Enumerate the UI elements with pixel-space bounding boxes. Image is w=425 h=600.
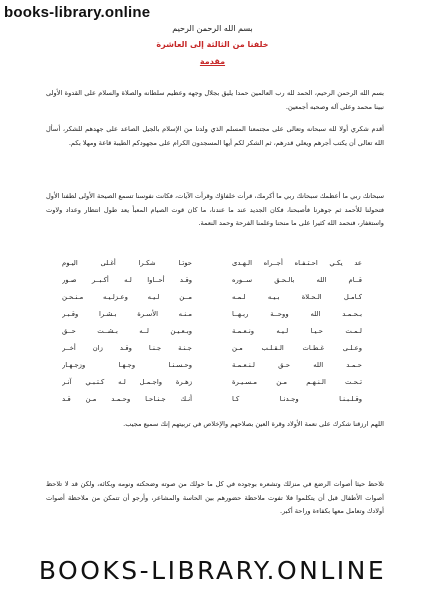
poem-verse — [62, 289, 362, 306]
poem-hemistich-right: عد يكـي احـتـفـاه أجــراه الـهـدى — [232, 259, 362, 267]
poem-verse — [62, 272, 362, 289]
poem-hemistich-left: أنـك جـنـاحـا وحـمـد مـن قـد — [62, 395, 192, 403]
paragraph-opening: بسم الله الرحمن الرحيم، الحمد لله رب العالمين حمدا يليق بجلال وجهه وعظيم سلطانه والصلاة والسلام على القدوة الأولى نبينا محمد وعلى آله وصحبه أجمعين. — [46, 89, 384, 111]
poem-hemistich-left: وقـد أحــاوا لـه أكـبــر صـور — [62, 276, 192, 284]
poem-hemistich-right: تـحـت الـنـهـم مـن مـسـيـرة — [232, 378, 362, 386]
poem-hemistich-right: لـمـت حـيـا لـيـه ونـعـمـة — [232, 327, 362, 335]
poem-verse — [62, 306, 362, 323]
poem-hemistich-left: مــن لـيـه وعـزلـيـه مـنـحـن — [62, 293, 192, 301]
closing-prayer: اللهم ارزقنا شكرك على نعمة الأولاد وقرة العين بصلاحهم والإخلاص في تربيتهم إنك سميع مجيب. — [123, 420, 384, 428]
poem-hemistich-right: قــام الله بالـحـق ســوره — [232, 276, 362, 284]
poem-verse — [62, 323, 362, 340]
poem-hemistich-left: جـنـة جـنـا وقـد زان أخــر — [62, 344, 192, 352]
document-heading: خلفنا من الثالثة إلى العاشرة — [156, 40, 269, 49]
poem-hemistich-left: وحـسـنـا وجـهـا وزجـهـار — [62, 361, 192, 369]
document-subheading: مقدمة — [199, 57, 226, 66]
poem-hemistich-right: كـامـل الـحـلاة بـيـه لـمـه — [232, 293, 362, 301]
poem-hemistich-left: حوتـا شكـرا أغـلى اليـوم — [62, 259, 192, 267]
poem-verse — [62, 357, 362, 374]
poem-hemistich-left: مـنـه الأسـرة بـشـرا وقـبـر — [62, 310, 192, 318]
paragraph-final: تلاحظ حيثا أصوات الرضع في منزلك وتشعره بوجوده في كل ما حولك من صوته وضحكته ونومه وبكائه، ولكن قد لا تلاحظ أصوات الأطفال قبل أن يتكلموا فلا تفوت ملاحظة حضورهم بين الحاسة والمشاعر، وأرجو أن تتمكن من ملاحظة أصوات أولادك وتعامل معها بكفاءة وراحة أكبر. — [46, 480, 384, 515]
poem-hemistich-left: وبـعـيـن لــه بـشــت حــق — [62, 327, 192, 335]
watermark-top-text: books-library.online — [4, 4, 151, 21]
paragraph-thanks: أقدم شكري أولا لله سبحانه وتعالى على مجتمعنا المسلم الذي ولدنا من الإسلام بالجيل الصاعد على جهدهم للشكر، أسأل الله تعالى أن يكتب أجرهم ويعلي قدرهم، ثم الشكر لكم أيها المسجدون الكرام على مجهودكم الطيبة قاعة ومهلا بكم. — [46, 125, 384, 147]
poem-hemistich-right: حـمـد الله حـق لـنـعـمـة — [232, 361, 362, 369]
watermark-bottom-text: BOOKS-LIBRARY.ONLINE — [38, 556, 387, 585]
poem-verse — [62, 340, 362, 357]
poem-hemistich-right: وقـلـبـنـا وجـدنـا كـا — [232, 395, 362, 403]
poem-verse — [62, 255, 362, 272]
poem-hemistich-right: وعـلـى غـطـات الـقـلـب مـن — [232, 344, 362, 352]
poem-verse — [62, 391, 362, 408]
paragraph-praise: سبحانك ربي ما أعظمك سبحانك ربي ما أكرمك، قرأت خلفاؤك وقرأت الآيات، فكانت نفوسنا تسمع الصيحة الأولى لطفنا الأول فتحولنا للأحمد ثم جوهرنا فأصبحنا، فكان الجديد عند ما عندنا، ما كان قوت الصيام المعبأ يعد طول انتظار وعداد ولاوت واستغفار، فنحمد الله كثيرا على ما منحنا وعلمنا الفرحة وحمد النعمة. — [46, 192, 384, 227]
poem-block — [62, 255, 362, 405]
poem-hemistich-left: زهـرة واجـمـل لـه كـتـبـي آنـر — [62, 378, 192, 386]
poem-hemistich-right: بـحـمـد الله ووحــة ربـهــا — [232, 310, 362, 318]
basmala-line: بسم الله الرحمن الرحيم — [172, 24, 253, 33]
poem-verse — [62, 374, 362, 391]
